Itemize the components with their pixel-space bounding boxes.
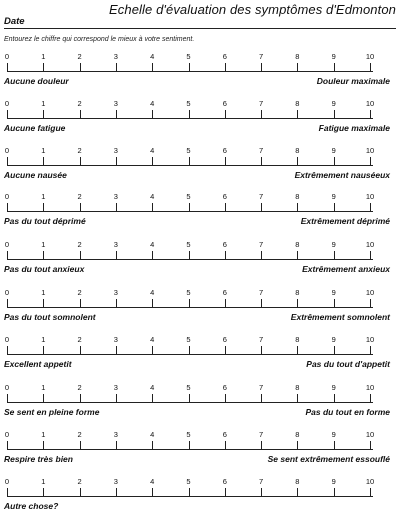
scale-number[interactable]: 9 bbox=[331, 52, 336, 61]
scale-number[interactable]: 4 bbox=[150, 335, 155, 344]
scale-tick bbox=[225, 299, 226, 307]
scale-number[interactable]: 1 bbox=[41, 335, 46, 344]
scale-line bbox=[7, 402, 373, 403]
scale-tick bbox=[370, 394, 371, 402]
scale-number[interactable]: 5 bbox=[186, 192, 191, 201]
scale-number[interactable]: 6 bbox=[222, 52, 227, 61]
scale-tick bbox=[225, 110, 226, 118]
scale-min-label: Autre chose? bbox=[4, 501, 59, 511]
symptom-row bbox=[0, 52, 400, 97]
scale-tick bbox=[116, 63, 117, 71]
scale-tick bbox=[297, 203, 298, 211]
scale-number[interactable]: 5 bbox=[186, 335, 191, 344]
scale-number[interactable]: 3 bbox=[113, 288, 118, 297]
scale-number[interactable]: 3 bbox=[113, 430, 118, 439]
scale-tick bbox=[261, 251, 262, 259]
scale-min-label: Aucune nausée bbox=[4, 170, 67, 180]
scale-max-label: Fatigue maximale bbox=[318, 123, 390, 133]
scale-tick bbox=[334, 394, 335, 402]
scale-tick bbox=[334, 299, 335, 307]
scale-tick bbox=[80, 488, 81, 496]
scale-number[interactable]: 8 bbox=[295, 52, 300, 61]
scale-number[interactable]: 6 bbox=[222, 430, 227, 439]
scale-tick bbox=[225, 488, 226, 496]
scale-tick bbox=[7, 299, 8, 307]
scale-number[interactable]: 1 bbox=[41, 192, 46, 201]
scale-tick bbox=[152, 441, 153, 449]
rating-scale bbox=[0, 345, 400, 357]
scale-numbers bbox=[0, 240, 400, 250]
scale-tick bbox=[7, 157, 8, 165]
scale-number[interactable]: 5 bbox=[186, 99, 191, 108]
scale-tick bbox=[261, 441, 262, 449]
scale-tick bbox=[7, 441, 8, 449]
scale-number[interactable]: 4 bbox=[150, 99, 155, 108]
scale-tick bbox=[152, 203, 153, 211]
scale-number[interactable]: 2 bbox=[77, 146, 82, 155]
scale-tick bbox=[152, 488, 153, 496]
scale-tick bbox=[7, 110, 8, 118]
scale-tick bbox=[7, 63, 8, 71]
scale-line bbox=[7, 354, 373, 355]
symptom-row bbox=[0, 477, 400, 522]
scale-number[interactable]: 0 bbox=[4, 52, 10, 61]
scale-tick bbox=[116, 157, 117, 165]
scale-tick bbox=[152, 394, 153, 402]
scale-tick bbox=[297, 157, 298, 165]
scale-number[interactable]: 3 bbox=[113, 335, 118, 344]
scale-numbers bbox=[0, 99, 400, 109]
scale-number[interactable]: 10 bbox=[365, 335, 375, 344]
form-title: Echelle d'évaluation des symptômes d'Edmonton bbox=[109, 2, 396, 17]
symptom-row bbox=[0, 430, 400, 475]
scale-tick bbox=[334, 110, 335, 118]
scale-number[interactable]: 10 bbox=[365, 146, 375, 155]
scale-number[interactable]: 3 bbox=[113, 99, 118, 108]
scale-tick bbox=[43, 394, 44, 402]
scale-number[interactable]: 9 bbox=[331, 335, 336, 344]
scale-numbers bbox=[0, 477, 400, 487]
scale-tick bbox=[7, 488, 8, 496]
scale-number[interactable]: 2 bbox=[77, 383, 82, 392]
scale-number[interactable]: 1 bbox=[41, 477, 46, 486]
scale-number[interactable]: 4 bbox=[150, 192, 155, 201]
scale-max-label: Pas du tout d'appetit bbox=[306, 359, 390, 369]
scale-number[interactable]: 7 bbox=[259, 288, 264, 297]
scale-number[interactable]: 1 bbox=[41, 288, 46, 297]
scale-number[interactable]: 2 bbox=[77, 430, 82, 439]
scale-number[interactable]: 10 bbox=[365, 192, 375, 201]
scale-number[interactable]: 10 bbox=[365, 430, 375, 439]
scale-number[interactable]: 4 bbox=[150, 430, 155, 439]
scale-tick bbox=[80, 251, 81, 259]
scale-tick bbox=[334, 63, 335, 71]
scale-numbers bbox=[0, 288, 400, 298]
scale-number[interactable]: 9 bbox=[331, 383, 336, 392]
scale-number[interactable]: 9 bbox=[331, 99, 336, 108]
scale-number[interactable]: 7 bbox=[259, 477, 264, 486]
scale-max-label: Extrêmement somnolent bbox=[290, 312, 390, 322]
scale-number[interactable]: 5 bbox=[186, 288, 191, 297]
scale-number[interactable]: 9 bbox=[331, 477, 336, 486]
scale-number[interactable]: 1 bbox=[41, 383, 46, 392]
scale-number[interactable]: 2 bbox=[77, 99, 82, 108]
scale-tick bbox=[225, 157, 226, 165]
scale-numbers bbox=[0, 146, 400, 156]
scale-number[interactable]: 5 bbox=[186, 477, 191, 486]
scale-tick bbox=[261, 299, 262, 307]
scale-number[interactable]: 8 bbox=[295, 335, 300, 344]
scale-number[interactable]: 7 bbox=[259, 146, 264, 155]
scale-tick bbox=[116, 441, 117, 449]
scale-numbers bbox=[0, 383, 400, 393]
scale-number[interactable]: 8 bbox=[295, 430, 300, 439]
scale-tick bbox=[80, 63, 81, 71]
scale-tick bbox=[225, 251, 226, 259]
scale-number[interactable]: 6 bbox=[222, 477, 227, 486]
scale-number[interactable]: 10 bbox=[365, 52, 375, 61]
scale-number[interactable]: 10 bbox=[365, 240, 375, 249]
scale-tick bbox=[261, 110, 262, 118]
scale-tick bbox=[43, 110, 44, 118]
scale-tick bbox=[297, 299, 298, 307]
rating-scale bbox=[0, 202, 400, 214]
scale-number[interactable]: 4 bbox=[150, 146, 155, 155]
scale-min-label: Pas du tout déprimé bbox=[4, 216, 86, 226]
scale-tick bbox=[43, 203, 44, 211]
scale-max-label: Se sent extrêmement essouflé bbox=[267, 454, 390, 464]
scale-number[interactable]: 3 bbox=[113, 52, 118, 61]
scale-min-label: Aucune fatigue bbox=[4, 123, 66, 133]
rating-scale bbox=[0, 487, 400, 499]
scale-number[interactable]: 5 bbox=[186, 430, 191, 439]
rating-scale bbox=[0, 109, 400, 121]
symptom-row bbox=[0, 192, 400, 237]
scale-tick bbox=[116, 203, 117, 211]
scale-tick bbox=[189, 251, 190, 259]
scale-tick bbox=[334, 488, 335, 496]
scale-max-label: Extrêmement déprimé bbox=[300, 216, 390, 226]
scale-tick bbox=[297, 110, 298, 118]
scale-tick bbox=[80, 110, 81, 118]
scale-tick bbox=[189, 203, 190, 211]
scale-numbers bbox=[0, 335, 400, 345]
rating-scale bbox=[0, 440, 400, 452]
scale-line bbox=[7, 496, 373, 497]
scale-number[interactable]: 8 bbox=[295, 192, 300, 201]
scale-number[interactable]: 10 bbox=[365, 288, 375, 297]
scale-number[interactable]: 2 bbox=[77, 52, 82, 61]
scale-tick bbox=[261, 346, 262, 354]
scale-tick bbox=[370, 251, 371, 259]
scale-number[interactable]: 6 bbox=[222, 99, 227, 108]
scale-max-label: Extrêmement anxieux bbox=[302, 264, 390, 274]
scale-number[interactable]: 3 bbox=[113, 146, 118, 155]
rating-scale bbox=[0, 298, 400, 310]
scale-line bbox=[7, 259, 373, 260]
scale-number[interactable]: 3 bbox=[113, 477, 118, 486]
scale-tick bbox=[189, 488, 190, 496]
scale-number[interactable]: 2 bbox=[77, 288, 82, 297]
scale-number[interactable]: 0 bbox=[4, 335, 10, 344]
symptom-row bbox=[0, 335, 400, 380]
scale-tick bbox=[334, 441, 335, 449]
scale-number[interactable]: 3 bbox=[113, 192, 118, 201]
rating-scale bbox=[0, 156, 400, 168]
date-field-line[interactable] bbox=[4, 28, 396, 29]
scale-number[interactable]: 8 bbox=[295, 383, 300, 392]
scale-line bbox=[7, 118, 373, 119]
scale-number[interactable]: 10 bbox=[365, 477, 375, 486]
scale-number[interactable]: 5 bbox=[186, 240, 191, 249]
symptom-row bbox=[0, 146, 400, 191]
scale-number[interactable]: 10 bbox=[365, 99, 375, 108]
scale-tick bbox=[189, 346, 190, 354]
scale-tick bbox=[370, 157, 371, 165]
scale-numbers bbox=[0, 430, 400, 440]
scale-line bbox=[7, 165, 373, 166]
scale-tick bbox=[152, 63, 153, 71]
scale-line bbox=[7, 71, 373, 72]
scale-tick bbox=[152, 299, 153, 307]
scale-number[interactable]: 9 bbox=[331, 430, 336, 439]
scale-number[interactable]: 4 bbox=[150, 383, 155, 392]
scale-number[interactable]: 6 bbox=[222, 288, 227, 297]
scale-tick bbox=[152, 157, 153, 165]
scale-number[interactable]: 7 bbox=[259, 383, 264, 392]
scale-tick bbox=[43, 63, 44, 71]
scale-tick bbox=[225, 346, 226, 354]
scale-number[interactable]: 5 bbox=[186, 383, 191, 392]
scale-tick bbox=[261, 63, 262, 71]
scale-tick bbox=[370, 110, 371, 118]
scale-number[interactable]: 2 bbox=[77, 240, 82, 249]
symptom-row bbox=[0, 383, 400, 428]
scale-number[interactable]: 5 bbox=[186, 146, 191, 155]
scale-max-label: Pas du tout en forme bbox=[305, 407, 390, 417]
scale-min-label: Pas du tout anxieux bbox=[4, 264, 85, 274]
scale-number[interactable]: 0 bbox=[4, 477, 10, 486]
scale-tick bbox=[80, 394, 81, 402]
scale-number[interactable]: 0 bbox=[4, 430, 10, 439]
scale-number[interactable]: 10 bbox=[365, 383, 375, 392]
rating-scale bbox=[0, 393, 400, 405]
date-label: Date bbox=[4, 16, 25, 27]
scale-tick bbox=[370, 63, 371, 71]
scale-number[interactable]: 0 bbox=[4, 240, 10, 249]
rating-scale bbox=[0, 250, 400, 262]
symptom-row bbox=[0, 240, 400, 285]
scale-max-label: Douleur maximale bbox=[316, 76, 390, 86]
scale-tick bbox=[7, 203, 8, 211]
scale-number[interactable]: 8 bbox=[295, 99, 300, 108]
scale-tick bbox=[297, 488, 298, 496]
scale-number[interactable]: 0 bbox=[4, 288, 10, 297]
scale-tick bbox=[116, 299, 117, 307]
scale-max-label: Extrêmement nauséeux bbox=[294, 170, 390, 180]
scale-tick bbox=[80, 157, 81, 165]
scale-tick bbox=[225, 63, 226, 71]
scale-tick bbox=[152, 346, 153, 354]
scale-tick bbox=[297, 394, 298, 402]
scale-number[interactable]: 3 bbox=[113, 240, 118, 249]
scale-tick bbox=[189, 63, 190, 71]
scale-tick bbox=[334, 157, 335, 165]
scale-tick bbox=[189, 441, 190, 449]
scale-number[interactable]: 6 bbox=[222, 146, 227, 155]
scale-number[interactable]: 9 bbox=[331, 192, 336, 201]
scale-number[interactable]: 6 bbox=[222, 192, 227, 201]
scale-number[interactable]: 0 bbox=[4, 192, 10, 201]
scale-tick bbox=[370, 203, 371, 211]
scale-tick bbox=[152, 110, 153, 118]
rating-scale bbox=[0, 62, 400, 74]
scale-number[interactable]: 3 bbox=[113, 383, 118, 392]
scale-number[interactable]: 9 bbox=[331, 240, 336, 249]
scale-number[interactable]: 0 bbox=[4, 383, 10, 392]
scale-number[interactable]: 2 bbox=[77, 335, 82, 344]
scale-min-label: Se sent en pleine forme bbox=[4, 407, 100, 417]
scale-number[interactable]: 1 bbox=[41, 430, 46, 439]
scale-number[interactable]: 4 bbox=[150, 240, 155, 249]
scale-tick bbox=[297, 251, 298, 259]
scale-number[interactable]: 4 bbox=[150, 477, 155, 486]
scale-number[interactable]: 9 bbox=[331, 146, 336, 155]
scale-number[interactable]: 7 bbox=[259, 99, 264, 108]
scale-tick bbox=[189, 394, 190, 402]
scale-number[interactable]: 8 bbox=[295, 477, 300, 486]
scale-tick bbox=[116, 251, 117, 259]
scale-number[interactable]: 8 bbox=[295, 146, 300, 155]
scale-line bbox=[7, 449, 373, 450]
scale-number[interactable]: 6 bbox=[222, 383, 227, 392]
scale-tick bbox=[116, 394, 117, 402]
scale-tick bbox=[7, 251, 8, 259]
scale-number[interactable]: 0 bbox=[4, 146, 10, 155]
scale-number[interactable]: 2 bbox=[77, 192, 82, 201]
scale-number[interactable]: 1 bbox=[41, 99, 46, 108]
scale-number[interactable]: 9 bbox=[331, 288, 336, 297]
scale-number[interactable]: 1 bbox=[41, 146, 46, 155]
symptom-row bbox=[0, 99, 400, 144]
scale-number[interactable]: 7 bbox=[259, 335, 264, 344]
scale-tick bbox=[370, 488, 371, 496]
scale-number[interactable]: 7 bbox=[259, 52, 264, 61]
scale-tick bbox=[43, 251, 44, 259]
scale-tick bbox=[189, 157, 190, 165]
scale-tick bbox=[80, 203, 81, 211]
scale-tick bbox=[189, 299, 190, 307]
scale-number[interactable]: 1 bbox=[41, 240, 46, 249]
scale-number[interactable]: 8 bbox=[295, 240, 300, 249]
scale-tick bbox=[261, 488, 262, 496]
scale-numbers bbox=[0, 52, 400, 62]
scale-number[interactable]: 6 bbox=[222, 335, 227, 344]
scale-line bbox=[7, 307, 373, 308]
scale-tick bbox=[334, 251, 335, 259]
scale-tick bbox=[43, 157, 44, 165]
scale-tick bbox=[297, 63, 298, 71]
scale-tick bbox=[80, 299, 81, 307]
scale-number[interactable]: 7 bbox=[259, 192, 264, 201]
scale-number[interactable]: 4 bbox=[150, 52, 155, 61]
scale-tick bbox=[116, 346, 117, 354]
scale-number[interactable]: 6 bbox=[222, 240, 227, 249]
symptom-row bbox=[0, 288, 400, 333]
scale-number[interactable]: 7 bbox=[259, 240, 264, 249]
scale-tick bbox=[43, 299, 44, 307]
scale-min-label: Respire très bien bbox=[4, 454, 73, 464]
scale-tick bbox=[261, 157, 262, 165]
scale-tick bbox=[80, 441, 81, 449]
scale-tick bbox=[261, 203, 262, 211]
instruction-text: Entourez le chiffre qui correspond le mieux à votre sentiment. bbox=[4, 36, 195, 43]
scale-number[interactable]: 2 bbox=[77, 477, 82, 486]
scale-number[interactable]: 7 bbox=[259, 430, 264, 439]
scale-tick bbox=[43, 346, 44, 354]
scale-tick bbox=[189, 110, 190, 118]
scale-tick bbox=[116, 110, 117, 118]
scale-tick bbox=[297, 441, 298, 449]
scale-tick bbox=[370, 299, 371, 307]
scale-tick bbox=[7, 394, 8, 402]
scale-tick bbox=[334, 203, 335, 211]
scale-min-label: Aucune douleur bbox=[4, 76, 69, 86]
scale-number[interactable]: 1 bbox=[41, 52, 46, 61]
scale-tick bbox=[225, 394, 226, 402]
scale-min-label: Pas du tout somnolent bbox=[4, 312, 96, 322]
scale-number[interactable]: 5 bbox=[186, 52, 191, 61]
scale-tick bbox=[116, 488, 117, 496]
scale-tick bbox=[297, 346, 298, 354]
scale-number[interactable]: 8 bbox=[295, 288, 300, 297]
scale-tick bbox=[334, 346, 335, 354]
scale-line bbox=[7, 211, 373, 212]
scale-tick bbox=[261, 394, 262, 402]
scale-tick bbox=[80, 346, 81, 354]
scale-number[interactable]: 0 bbox=[4, 99, 10, 108]
scale-min-label: Excellent appetit bbox=[4, 359, 72, 369]
scale-number[interactable]: 4 bbox=[150, 288, 155, 297]
scale-tick bbox=[43, 441, 44, 449]
scale-tick bbox=[225, 203, 226, 211]
scale-tick bbox=[370, 441, 371, 449]
scale-tick bbox=[7, 346, 8, 354]
scale-tick bbox=[152, 251, 153, 259]
scale-tick bbox=[43, 488, 44, 496]
scale-tick bbox=[370, 346, 371, 354]
scale-tick bbox=[225, 441, 226, 449]
scale-numbers bbox=[0, 192, 400, 202]
